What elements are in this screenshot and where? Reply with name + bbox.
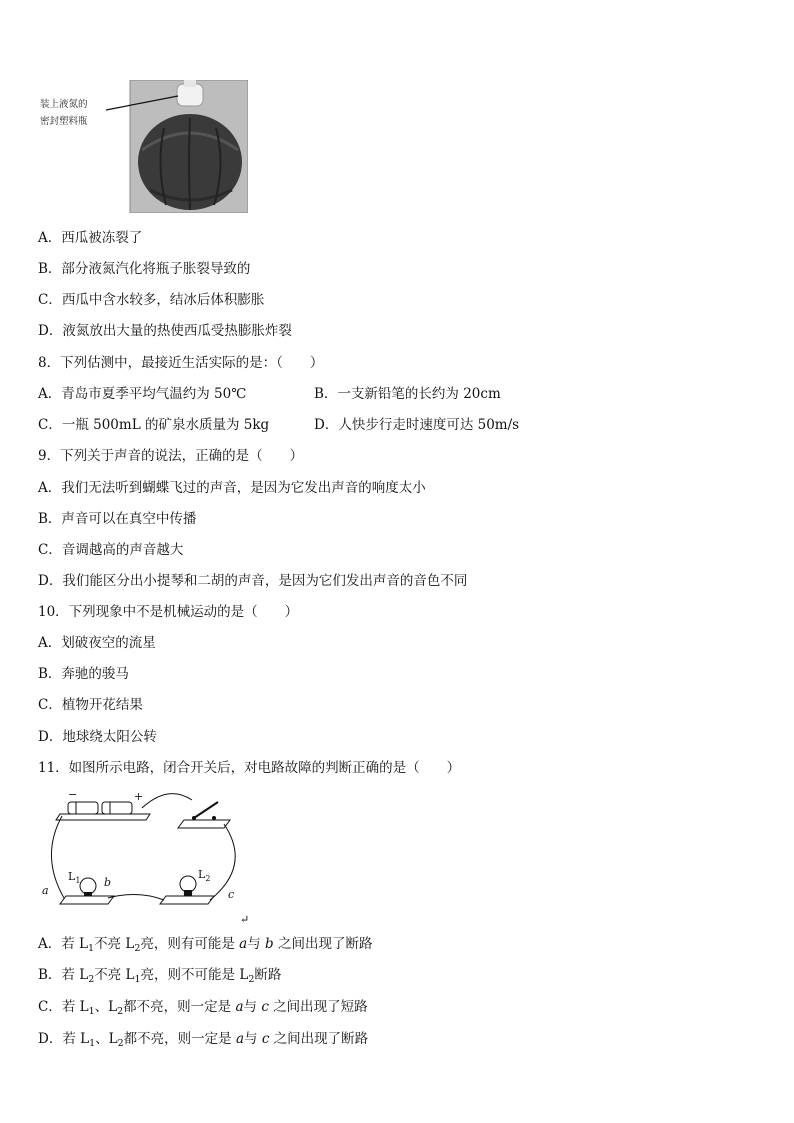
wire-b [108,894,164,900]
circuit-diagram [38,786,263,924]
q8-option-c: C．一瓶 500mL 的矿泉水质量为 5kg [38,417,270,433]
point-b-label: b [104,876,112,889]
l1-label: $L_1$ [68,870,81,885]
battery-plus-label: + [134,790,144,803]
q11-option-a: A．若 $L_1$不亮 $L_2$亮，则有可能是 a与 b 之间出现了断路 [38,936,373,954]
q10-option-d: D．地球绕太阳公转 [38,729,157,745]
q11-option-d: D．若 $L_1$、$L_2$都不亮，则一定是 a与 c 之间出现了断路 [38,1031,369,1049]
q7-option-d: D．液氮放出大量的热使西瓜受热膨胀炸裂 [38,323,292,339]
q9-option-d: D．我们能区分出小提琴和二胡的声音，是因为它们发出声音的音色不同 [38,573,468,589]
q8-option-b: B．一支新铅笔的长约为 20cm [314,386,501,402]
q9-option-b: B．声音可以在真空中传播 [38,511,197,527]
point-c-label: c [228,888,235,901]
q11-stem: 11．如图所示电路，闭合开关后，对电路故障的判断正确的是（ ） [38,760,461,776]
q10-option-a: A．划破夜空的流星 [38,635,156,651]
wire-battery-switch [142,794,192,808]
l2-label: $L_2$ [198,868,211,883]
q10-option-b: B．奔驰的骏马 [38,666,129,682]
battery-board [56,802,150,820]
q11-option-b: B．若 $L_2$不亮 $L_1$亮，则不可能是 $L_2$断路 [38,967,282,985]
q8-stem: 8．下列估测中，最接近生活实际的是：（ ） [38,355,324,371]
q7-option-a: A．西瓜被冻裂了 [38,230,143,246]
photo-label-line2: 密封塑料瓶 [40,116,88,127]
q9-option-a: A．我们无法听到蝴蝶飞过的声音，是因为它发出声音的响度太小 [38,480,426,496]
battery-minus-label: − [68,788,78,801]
photo-label-line1: 装上液氮的 [40,99,88,110]
point-a-label: a [42,884,49,897]
q9-stem: 9．下列关于声音的说法，正确的是（ ） [38,448,304,464]
wire-a [51,816,64,898]
q10-stem: 10．下列现象中不是机械运动的是（ ） [38,604,299,620]
q9-option-c: C．音调越高的声音越大 [38,542,184,558]
return-mark: ↵ [240,913,250,924]
q7-option-c: C．西瓜中含水较多，结冰后体积膨胀 [38,292,265,308]
q8-option-d: D．人快步行走时速度可达 50m/s [314,417,520,433]
watermelon-photo [38,80,248,213]
q10-option-c: C．植物开花结果 [38,697,143,713]
q11-option-c: C．若 $L_1$、$L_2$都不亮，则一定是 a与 c 之间出现了短路 [38,999,368,1017]
q7-option-b: B．部分液氮汽化将瓶子胀裂导致的 [38,261,251,277]
q8-option-a: A．青岛市夏季平均气温约为 50℃ [38,386,247,402]
switch-board [178,802,230,828]
